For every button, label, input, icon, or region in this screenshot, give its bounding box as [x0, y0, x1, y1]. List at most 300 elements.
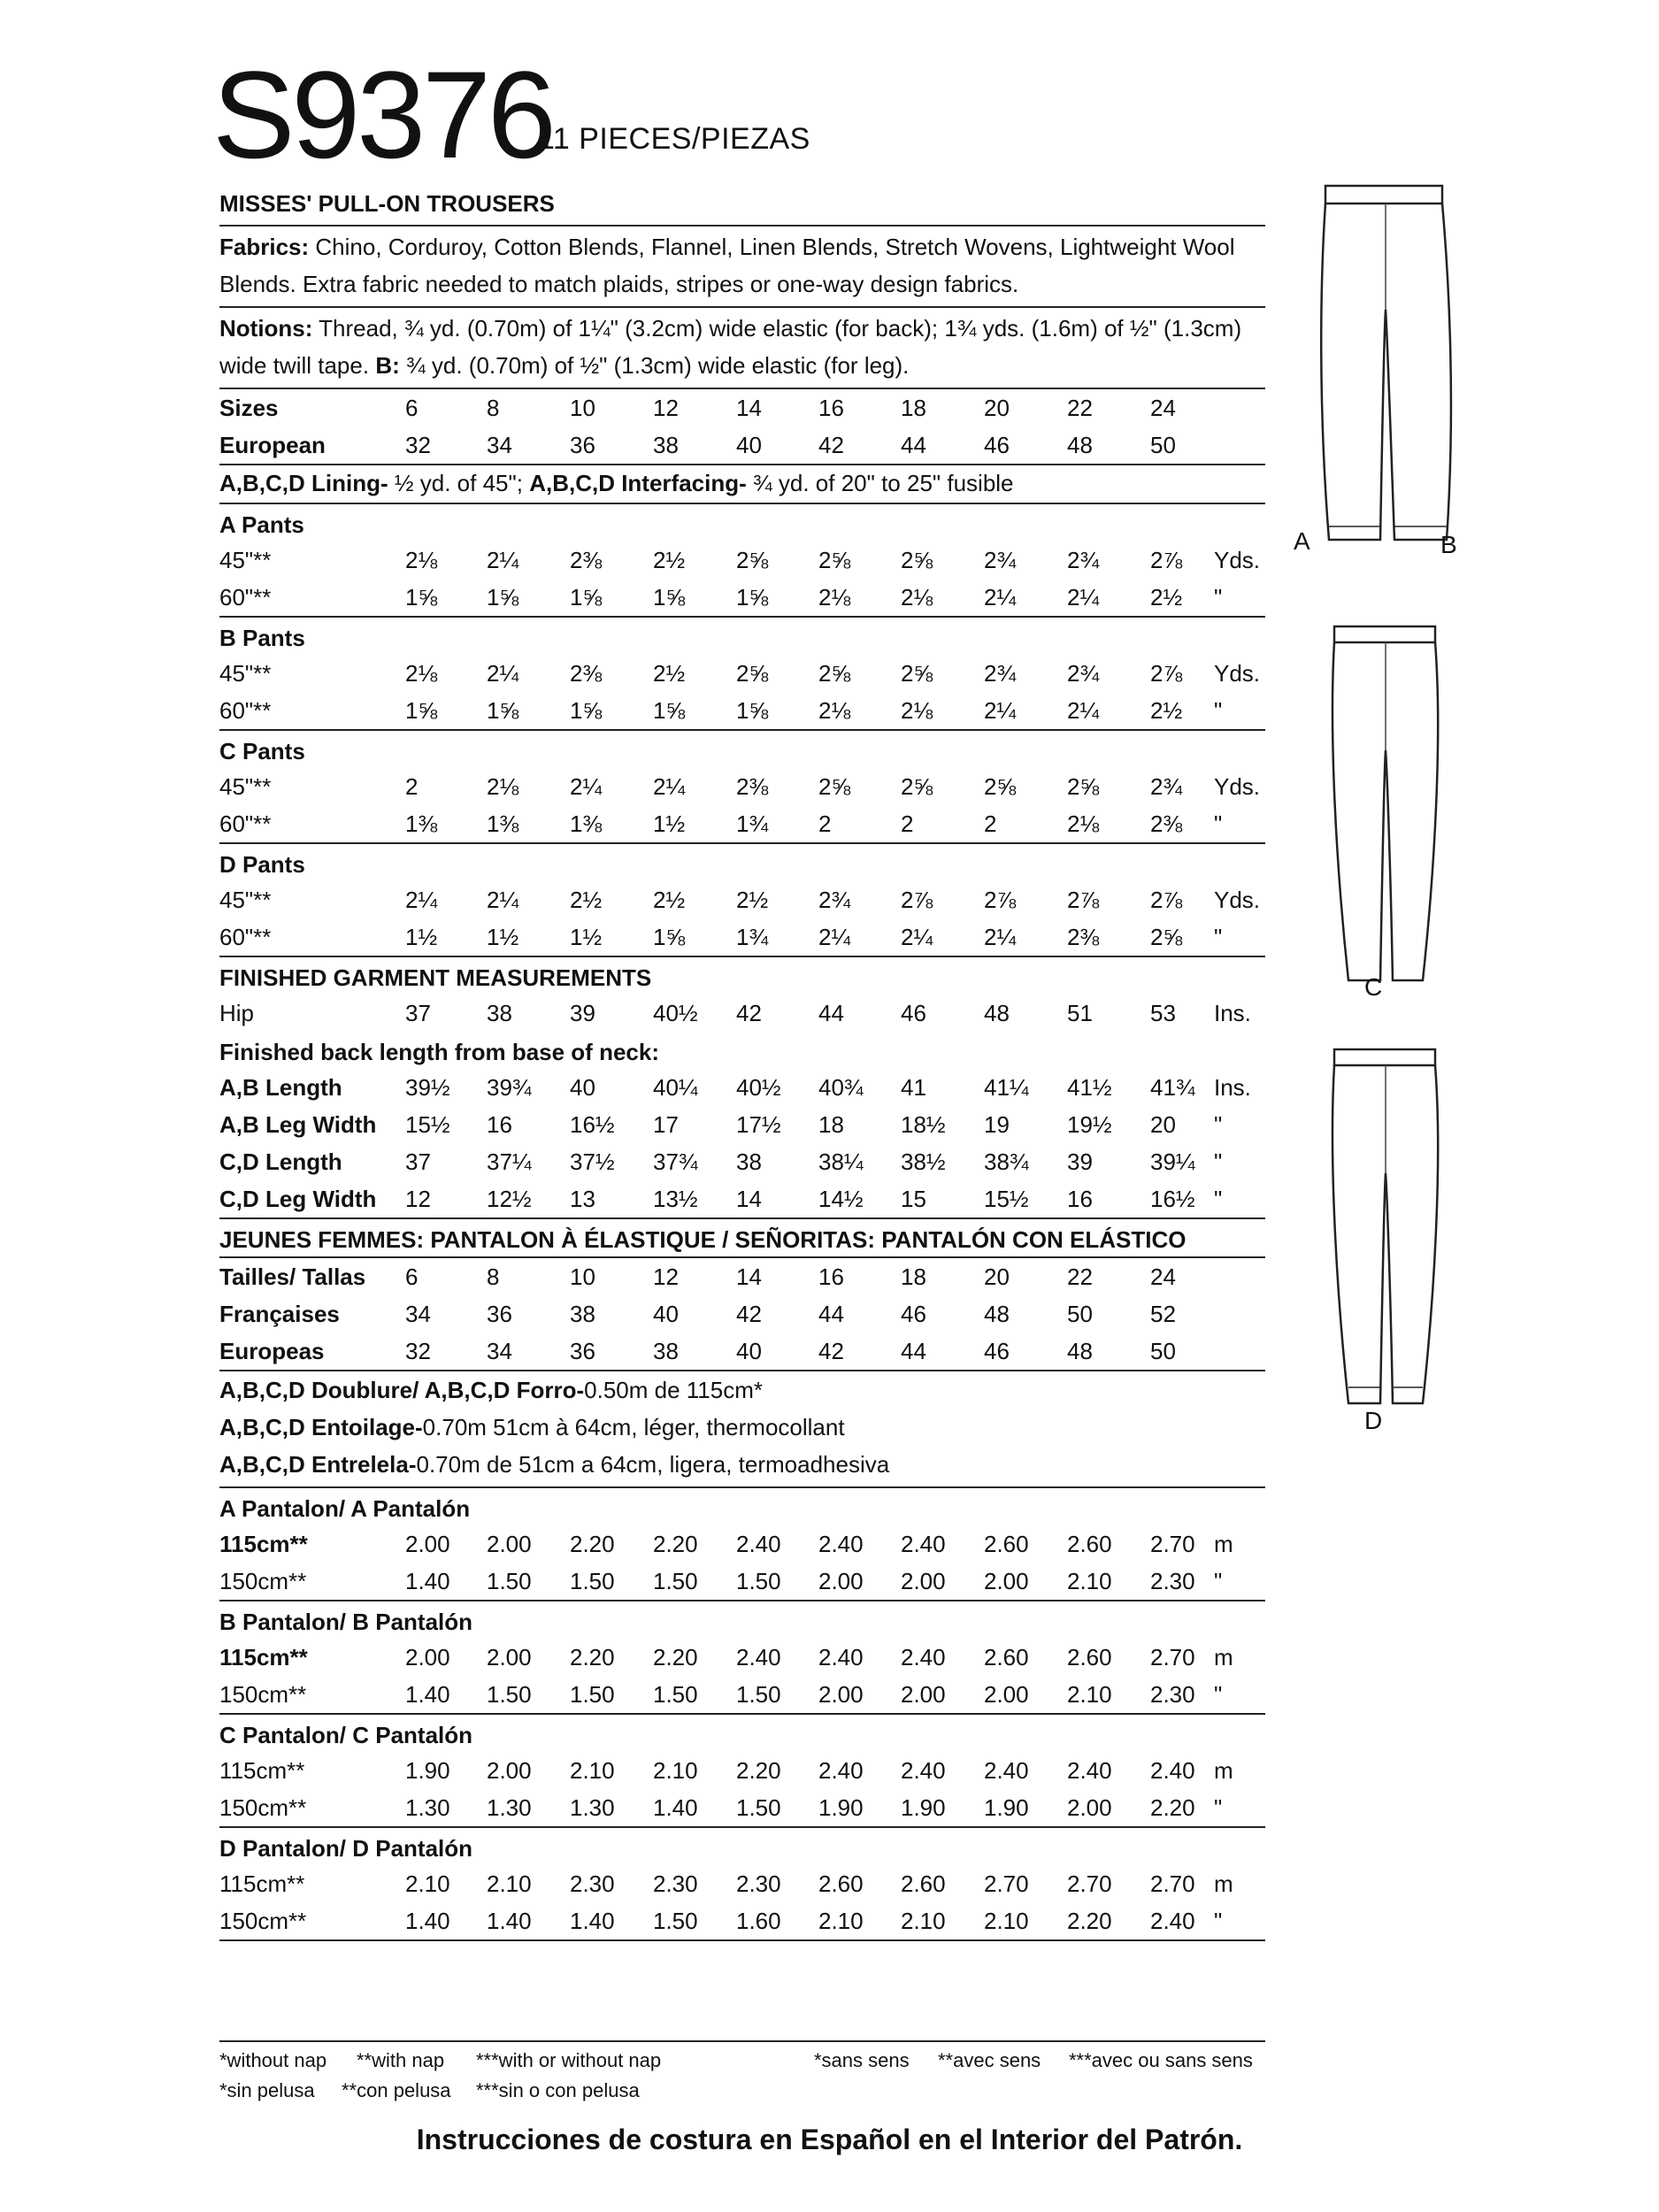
value-cell: 42 [736, 999, 762, 1026]
value-cell: 2.30 [1150, 1680, 1195, 1708]
value-cell: 2⅝ [736, 546, 769, 573]
row-label: European [219, 431, 326, 458]
value-cell: 12 [653, 394, 679, 421]
notions-text: Thread, ¾ yd. (0.70m) of 1¼" (3.2cm) wide elastic (for back); 1¾ yds. (1.6m) of ½" (1.3cm) wide twill tape. [219, 315, 1242, 379]
pieces-count: 11 PIECES/PIEZAS [538, 122, 810, 156]
value-cell: 2.40 [736, 1530, 781, 1557]
value-cell: 20 [984, 1263, 1010, 1290]
unit-label: Ins. [1214, 1073, 1251, 1101]
measurement-row [219, 1106, 1265, 1143]
value-cell: 52 [1150, 1300, 1176, 1327]
unit-label: " [1214, 1110, 1223, 1138]
hip-row [219, 995, 1265, 1032]
value-cell: 50 [1150, 1337, 1176, 1364]
value-cell: 2⅛ [818, 696, 851, 724]
value-cell: 2¼ [487, 886, 519, 913]
value-cell: 15 [901, 1185, 926, 1212]
value-cell: 2.70 [1067, 1870, 1112, 1897]
value-cell: 42 [818, 431, 844, 458]
pants-a-b-drawing [1310, 177, 1460, 549]
row-label: 150cm** [219, 1793, 307, 1821]
value-cell: 36 [570, 431, 595, 458]
value-cell: 1.50 [736, 1793, 781, 1821]
value-cell: 1¾ [736, 923, 769, 950]
value-cell: 2.00 [405, 1530, 450, 1557]
intl-yardage-row [219, 1752, 1265, 1789]
value-cell: 46 [984, 1337, 1010, 1364]
intl-sizes [219, 1258, 1265, 1371]
value-cell: 2.40 [984, 1756, 1029, 1784]
row-label: Europeas [219, 1337, 325, 1364]
interfacing-label: A,B,C,D Interfacing- [529, 470, 747, 496]
lining-line [219, 465, 1265, 504]
value-cell: 2¾ [1067, 659, 1100, 687]
value-cell: 10 [570, 394, 595, 421]
value-cell: 2⅝ [901, 659, 933, 687]
footnote-with-or-without-nap: ***with or without nap [476, 2049, 662, 2071]
value-cell: 44 [901, 1337, 926, 1364]
measurement-row [219, 1143, 1265, 1180]
lining-label: A,B,C,D Entoilage- [219, 1413, 423, 1440]
value-cell: 2⅛ [405, 546, 438, 573]
row-label: Françaises [219, 1300, 340, 1327]
row-label: 60"** [219, 696, 272, 724]
row-label: 150cm** [219, 1680, 307, 1708]
value-cell: 2⅞ [984, 886, 1017, 913]
value-cell: 1.90 [818, 1793, 864, 1821]
value-cell: 2.30 [1150, 1567, 1195, 1594]
intl-yardage-row [219, 1525, 1265, 1563]
value-cell: 36 [487, 1300, 512, 1327]
value-cell: 1.40 [653, 1793, 698, 1821]
value-cell: 2 [984, 810, 997, 837]
footnote-con-pelusa: **con pelusa [342, 2079, 451, 2101]
value-cell: 2.60 [984, 1643, 1029, 1671]
yardage-row [219, 918, 1265, 956]
value-cell: 14 [736, 1263, 762, 1290]
value-cell: 2¼ [487, 546, 519, 573]
unit-label: " [1214, 1907, 1223, 1934]
value-cell: 2⅛ [901, 696, 933, 724]
value-cell: 48 [1067, 1337, 1093, 1364]
value-cell: 2.40 [1150, 1907, 1195, 1934]
row-label: Sizes [219, 394, 279, 421]
value-cell: 38½ [901, 1148, 946, 1175]
value-cell: 2⅝ [901, 546, 933, 573]
intl-yardage-row [219, 1789, 1265, 1826]
value-cell: 1⅝ [487, 696, 519, 724]
group-title: D Pantalon/ D Pantalón [219, 1835, 473, 1862]
yardage-row [219, 768, 1265, 805]
value-cell: 40 [653, 1300, 679, 1327]
row-label: A,B Length [219, 1073, 342, 1101]
value-cell: 1⅝ [653, 696, 686, 724]
value-cell: 37½ [570, 1148, 615, 1175]
value-cell: 2.30 [570, 1870, 615, 1897]
unit-label: " [1214, 1148, 1223, 1175]
measurement-row [219, 1069, 1265, 1106]
value-cell: 38 [653, 1337, 679, 1364]
value-cell: 48 [984, 1300, 1010, 1327]
intl-yardage-row [219, 1676, 1265, 1713]
value-cell: 1⅜ [570, 810, 603, 837]
value-cell: 1⅝ [570, 583, 603, 611]
intl-yardage-row [219, 1639, 1265, 1676]
lining-label: A,B,C,D Entrelela- [219, 1450, 417, 1478]
group-title: B Pantalon/ B Pantalón [219, 1609, 473, 1635]
intl-lining-line [219, 1409, 1265, 1446]
yardage-groups [219, 504, 1265, 957]
value-cell: 48 [1067, 431, 1093, 458]
lining-text: 0.70m de 51cm a 64cm, ligera, termoadhesiva [416, 1450, 890, 1478]
value-cell: 41½ [1067, 1073, 1112, 1101]
value-cell: 41¼ [984, 1073, 1029, 1101]
value-cell: 40 [570, 1073, 595, 1101]
yardage-row [219, 655, 1265, 692]
value-cell: 2¼ [1067, 583, 1100, 611]
value-cell: 2.40 [818, 1643, 864, 1671]
yardage-row [219, 692, 1265, 729]
row-label: 115cm** [219, 1643, 308, 1671]
value-cell: 1.50 [487, 1567, 532, 1594]
value-cell: 24 [1150, 394, 1176, 421]
value-cell: 2⅝ [818, 546, 851, 573]
value-cell: 53 [1150, 999, 1176, 1026]
value-cell: 32 [405, 431, 431, 458]
value-cell: 16 [818, 1263, 844, 1290]
value-cell: 1.50 [653, 1680, 698, 1708]
value-cell: 2.20 [1067, 1907, 1112, 1934]
value-cell: 2⅛ [901, 583, 933, 611]
intl-lining [219, 1371, 1265, 1488]
value-cell: 2¾ [818, 886, 851, 913]
value-cell: 40¾ [818, 1073, 864, 1101]
row-label: 115cm** [219, 1756, 305, 1784]
intl-size-row [219, 1258, 1265, 1295]
value-cell: 2⅞ [1067, 886, 1100, 913]
value-cell: 1.50 [736, 1567, 781, 1594]
value-cell: 2.60 [901, 1870, 946, 1897]
value-cell: 2¾ [1150, 772, 1183, 800]
pattern-title: MISSES' PULL-ON TROUSERS [219, 181, 1265, 227]
value-cell: 2¼ [984, 923, 1017, 950]
value-cell: 12 [405, 1185, 431, 1212]
value-cell: 2½ [570, 886, 603, 913]
value-cell: 2.30 [653, 1870, 698, 1897]
unit-label: Yds. [1214, 886, 1261, 913]
group-title: C Pants [219, 738, 305, 764]
value-cell: 2.10 [653, 1756, 698, 1784]
value-cell: 14 [736, 1185, 762, 1212]
value-cell: 37 [405, 999, 431, 1026]
value-cell: 1⅝ [736, 583, 769, 611]
unit-label: " [1214, 923, 1223, 950]
view-b-label: B [1440, 531, 1457, 558]
row-label: 115cm** [219, 1870, 305, 1897]
row-label: 150cm** [219, 1567, 307, 1594]
value-cell: 6 [405, 1263, 419, 1290]
value-cell: 2.20 [1150, 1793, 1195, 1821]
value-cell: 2.40 [901, 1530, 946, 1557]
value-cell: 2¼ [570, 772, 603, 800]
intl-yardage-group [219, 1488, 1265, 1601]
value-cell: 44 [901, 431, 926, 458]
value-cell: 2.00 [901, 1567, 946, 1594]
value-cell: 22 [1067, 1263, 1093, 1290]
value-cell: 22 [1067, 394, 1093, 421]
value-cell: 44 [818, 1300, 844, 1327]
footnote-sin-pelusa: *sin pelusa [219, 2079, 315, 2101]
value-cell: 18½ [901, 1110, 946, 1138]
value-cell: 1.30 [570, 1793, 615, 1821]
value-cell: 1.50 [570, 1680, 615, 1708]
intl-yardage-group [219, 1601, 1265, 1715]
intl-yardage-row [219, 1865, 1265, 1902]
value-cell: 1⅝ [487, 583, 519, 611]
value-cell: 37¾ [653, 1148, 698, 1175]
value-cell: 2.40 [901, 1756, 946, 1784]
value-cell: 2.40 [818, 1756, 864, 1784]
value-cell: 1½ [487, 923, 519, 950]
value-cell: 2¼ [405, 886, 438, 913]
value-cell: 2.10 [901, 1907, 946, 1934]
value-cell: 1.40 [487, 1907, 532, 1934]
lining-text: ½ yd. of 45"; [388, 470, 530, 496]
value-cell: 2.60 [818, 1870, 864, 1897]
value-cell: 1.60 [736, 1907, 781, 1934]
footnote-sin-o-con-pelusa: ***sin o con pelusa [476, 2079, 640, 2101]
value-cell: 39¼ [1150, 1148, 1195, 1175]
intl-size-row [219, 1295, 1265, 1333]
value-cell: 2.00 [984, 1567, 1029, 1594]
view-a-label: A [1294, 527, 1310, 555]
fabrics-paragraph [219, 227, 1265, 308]
value-cell: 39½ [405, 1073, 450, 1101]
pattern-number: S9376 [212, 45, 553, 184]
value-cell: 2½ [1150, 583, 1183, 611]
value-cell: 12 [653, 1263, 679, 1290]
value-cell: 34 [487, 1337, 512, 1364]
value-cell: 16½ [570, 1110, 615, 1138]
value-cell: 2.00 [405, 1643, 450, 1671]
row-label: A,B Leg Width [219, 1110, 377, 1138]
value-cell: 2.40 [901, 1643, 946, 1671]
value-cell: 2.10 [487, 1870, 532, 1897]
view-d-label: D [1364, 1407, 1383, 1434]
value-cell: 48 [984, 999, 1010, 1026]
value-cell: 40½ [653, 999, 698, 1026]
value-cell: 2.20 [736, 1756, 781, 1784]
value-cell: 2⅜ [570, 659, 603, 687]
value-cell: 2.00 [487, 1756, 532, 1784]
yardage-group [219, 618, 1265, 731]
value-cell: 1.90 [984, 1793, 1029, 1821]
unit-label: " [1214, 696, 1223, 724]
footnote-avec-sens: **avec sens [938, 2049, 1041, 2071]
value-cell: 1.40 [405, 1567, 450, 1594]
unit-label: Yds. [1214, 659, 1261, 687]
yardage-group [219, 844, 1265, 957]
value-cell: 2.40 [1067, 1756, 1112, 1784]
row-label: 45"** [219, 886, 272, 913]
row-label: 45"** [219, 546, 272, 573]
intl-lining-line [219, 1446, 1265, 1483]
value-cell: 40½ [736, 1073, 781, 1101]
unit-label: Yds. [1214, 546, 1261, 573]
value-cell: 41 [901, 1073, 926, 1101]
value-cell: 2 [818, 810, 832, 837]
value-cell: 42 [736, 1300, 762, 1327]
finished-title: FINISHED GARMENT MEASUREMENTS [219, 964, 652, 991]
value-cell: 50 [1150, 431, 1176, 458]
value-cell: 38 [736, 1148, 762, 1175]
fabrics-label: Fabrics: [219, 234, 310, 260]
value-cell: 2⅝ [818, 659, 851, 687]
unit-label: m [1214, 1643, 1233, 1671]
finished-measurements [219, 957, 1265, 1219]
notions-b-text: ¾ yd. (0.70m) of ½" (1.3cm) wide elastic (for leg). [399, 352, 910, 379]
value-cell: 14 [736, 394, 762, 421]
value-cell: 2.70 [1150, 1870, 1195, 1897]
value-cell: 39 [1067, 1148, 1093, 1175]
value-cell: 2.20 [570, 1643, 615, 1671]
spanish-instructions-note: Instrucciones de costura en Español en el Interior del Patrón. [416, 2124, 1243, 2155]
yardage-row [219, 579, 1265, 616]
value-cell: 2 [901, 810, 914, 837]
value-cell: 14½ [818, 1185, 864, 1212]
value-cell: 8 [487, 394, 500, 421]
value-cell: 40 [736, 431, 762, 458]
value-cell: 2⅞ [1150, 546, 1183, 573]
value-cell: 1¾ [736, 810, 769, 837]
unit-label: Yds. [1214, 772, 1261, 800]
value-cell: 19 [984, 1110, 1010, 1138]
row-label: 45"** [219, 772, 272, 800]
yardage-group [219, 504, 1265, 618]
value-cell: 1⅝ [736, 696, 769, 724]
value-cell: 34 [487, 431, 512, 458]
value-cell: 2⅛ [1067, 810, 1100, 837]
value-cell: 13 [570, 1185, 595, 1212]
european-sizes-row [219, 426, 1265, 464]
value-cell: 20 [1150, 1110, 1176, 1138]
value-cell: 2.20 [653, 1643, 698, 1671]
value-cell: 2.10 [1067, 1680, 1112, 1708]
value-cell: 16 [1067, 1185, 1093, 1212]
value-cell: 6 [405, 394, 419, 421]
group-title: A Pants [219, 511, 304, 538]
value-cell: 2.30 [736, 1870, 781, 1897]
value-cell: 16 [818, 394, 844, 421]
row-label: 60"** [219, 923, 272, 950]
row-label: 115cm** [219, 1530, 308, 1557]
value-cell: 2.00 [818, 1567, 864, 1594]
value-cell: 2.10 [1067, 1567, 1112, 1594]
value-cell: 8 [487, 1263, 500, 1290]
value-cell: 1.50 [487, 1680, 532, 1708]
value-cell: 38 [653, 431, 679, 458]
value-cell: 2.70 [1150, 1530, 1195, 1557]
value-cell: 2½ [1150, 696, 1183, 724]
value-cell: 2.60 [984, 1530, 1029, 1557]
value-cell: 2¼ [653, 772, 686, 800]
value-cell: 1.40 [570, 1907, 615, 1934]
row-label: C,D Leg Width [219, 1185, 377, 1212]
value-cell: 2⅜ [570, 546, 603, 573]
back-length-title: Finished back length from base of neck: [219, 1039, 659, 1065]
value-cell: 2¼ [901, 923, 933, 950]
value-cell: 2¼ [984, 583, 1017, 611]
value-cell: 1.40 [405, 1907, 450, 1934]
unit-label: m [1214, 1530, 1233, 1557]
value-cell: 1.30 [405, 1793, 450, 1821]
value-cell: 2⅜ [1150, 810, 1183, 837]
value-cell: 1⅝ [570, 696, 603, 724]
value-cell: 1⅜ [487, 810, 519, 837]
value-cell: 32 [405, 1337, 431, 1364]
value-cell: 2¼ [1067, 696, 1100, 724]
value-cell: 1⅝ [653, 923, 686, 950]
value-cell: 2.40 [818, 1530, 864, 1557]
value-cell: 15½ [984, 1185, 1029, 1212]
value-cell: 2½ [653, 546, 686, 573]
value-cell: 2⅝ [1067, 772, 1100, 800]
unit-label: " [1214, 810, 1223, 837]
value-cell: 2½ [653, 659, 686, 687]
value-cell: 38 [570, 1300, 595, 1327]
value-cell: 2.00 [818, 1680, 864, 1708]
unit-label: m [1214, 1756, 1233, 1784]
value-cell: 2¾ [984, 659, 1017, 687]
footnote-avec-ou-sans-sens: ***avec ou sans sens [1069, 2049, 1253, 2071]
value-cell: 2.10 [984, 1907, 1029, 1934]
value-cell: 1⅝ [653, 583, 686, 611]
yardage-row [219, 805, 1265, 842]
value-cell: 2⅝ [901, 772, 933, 800]
value-cell: 1½ [653, 810, 686, 837]
lining-text: 0.70m 51cm à 64cm, léger, thermocollant [422, 1413, 845, 1440]
value-cell: 2⅞ [1150, 886, 1183, 913]
interfacing-text: ¾ yd. of 20" to 25" fusible [746, 470, 1014, 496]
value-cell: 2.60 [1067, 1530, 1112, 1557]
value-cell: 37 [405, 1148, 431, 1175]
value-cell: 20 [984, 394, 1010, 421]
footnote-sans-sens: *sans sens [814, 2049, 910, 2071]
measurement-row [219, 1180, 1265, 1217]
value-cell: 2 [405, 772, 419, 800]
value-cell: 1⅝ [405, 583, 438, 611]
value-cell: 18 [901, 394, 926, 421]
value-cell: 2.70 [1150, 1643, 1195, 1671]
notions-paragraph [219, 308, 1265, 389]
value-cell: 2⅞ [1150, 659, 1183, 687]
value-cell: 2⅝ [736, 659, 769, 687]
value-cell: 2⅞ [901, 886, 933, 913]
value-cell: 2.00 [487, 1643, 532, 1671]
group-title: C Pantalon/ C Pantalón [219, 1722, 473, 1748]
value-cell: 2.40 [736, 1643, 781, 1671]
pants-c-drawing [1318, 618, 1451, 989]
value-cell: 16 [487, 1110, 512, 1138]
value-cell: 36 [570, 1337, 595, 1364]
value-cell: 13½ [653, 1185, 698, 1212]
value-cell: 17 [653, 1110, 679, 1138]
value-cell: 2⅛ [818, 583, 851, 611]
value-cell: 1.40 [405, 1680, 450, 1708]
value-cell: 2¾ [1067, 546, 1100, 573]
value-cell: 16½ [1150, 1185, 1195, 1212]
value-cell: 34 [405, 1300, 431, 1327]
